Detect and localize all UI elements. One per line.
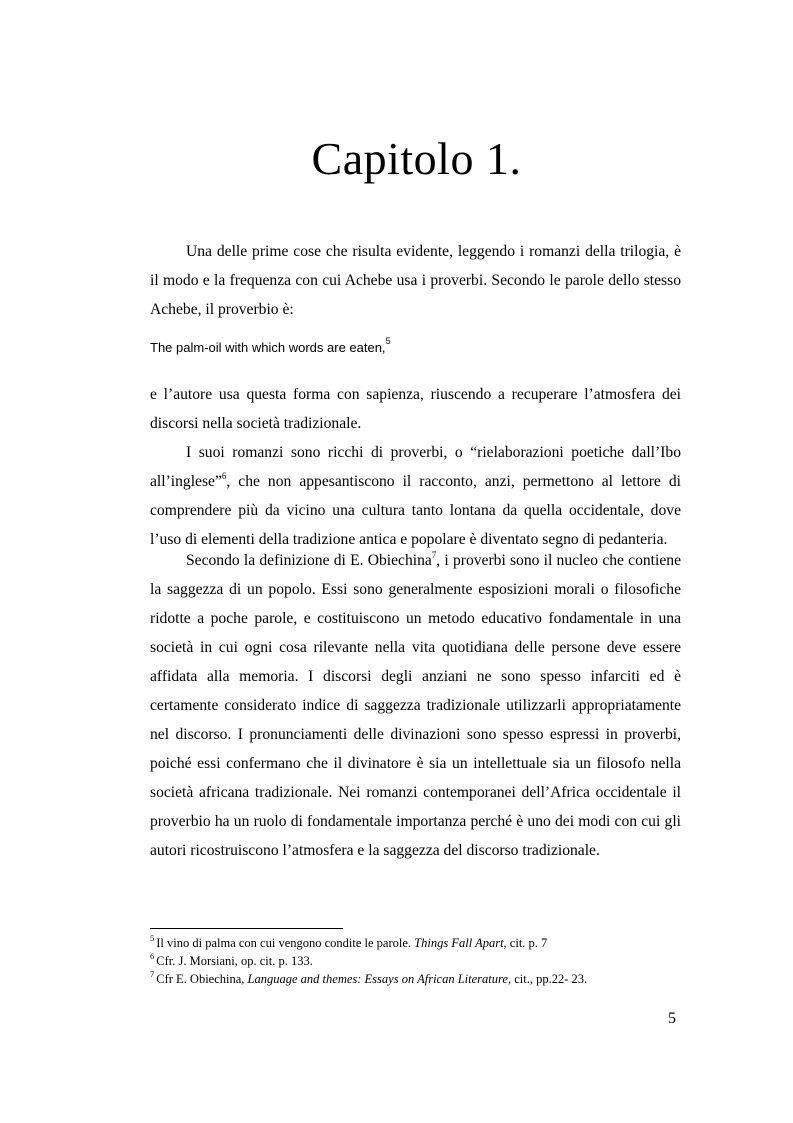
footnote-citation: , cit. p. 7 — [503, 936, 548, 950]
footnotes — [150, 934, 681, 988]
footnote-ref-7: 7 — [431, 550, 437, 560]
footnote-text: Cfr E. Obiechina, — [156, 972, 248, 986]
footnote-number: 5 — [150, 933, 155, 943]
paragraph-definition-before: Secondo la definizione di E. Obiechina — [186, 552, 432, 569]
footnote-book-title: Language and themes: Essays on African Literature — [247, 972, 508, 986]
footnote-7 — [150, 970, 681, 988]
footnote-number: 7 — [150, 969, 155, 979]
footnote-number: 6 — [150, 951, 155, 961]
proverb-quote — [150, 338, 391, 358]
paragraph-atmosphere: e l’autore usa questa forma con sapienza, riuscendo a recuperare l’atmosfera dei discorsi nella società tradizionale. — [150, 386, 681, 432]
footnote-book-title: Things Fall Apart — [414, 936, 504, 950]
footnote-ref-5: 5 — [385, 336, 391, 346]
footnote-separator — [150, 928, 343, 929]
footnote-6 — [150, 952, 681, 970]
paragraph-novels-after: , che non appesantiscono il racconto, anzi, permettono al lettore di comprendere più da vicino una cultura tanto lontana da quella occidentale, dove l’uso di elementi della tradizione antica e popolare è diventato segno di pedanteria. — [150, 473, 681, 548]
footnote-citation: , cit., pp.22- 23. — [507, 972, 588, 986]
quote-text: The palm-oil with which words are eaten, — [150, 340, 386, 355]
footnote-5 — [150, 934, 681, 952]
paragraph-definition-after: , i proverbi sono il nucleo che contiene la saggezza di un popolo. Essi sono generalmente esposizioni morali o filosofiche ridotte a poche parole, e costituiscono un metodo educativo fondamentale in una società in cui ogni cosa rilevante nella vita quotidiana delle persone deve essere affidata alla memoria. I discorsi degli anziani ne sono spesso infarciti ed è certamente considerato indice di saggezza tradizionale utilizzarli appropriatamente nel discorso. I pronunciamenti delle divinazioni sono spesso espressi in proverbi, poiché essi confermano che il divinatore è sia un intellettuale sia un filosofo nella società africana tradizionale. Nei romanzi contemporanei dell’Africa occidentale il proverbio ha un ruolo di fondamentale importanza perché è uno dei modi con cui gli autori ricostruiscono l’atmosfera e la saggezza del discorso tradizionale. — [150, 552, 681, 859]
paragraph-novels-before: I suoi romanzi sono ricchi di proverbi, o “rielaborazioni poetiche dall’Ibo all’inglese” — [150, 444, 681, 490]
page-number: 5 — [668, 1010, 676, 1027]
footnote-text: Il vino di palma con cui vengono condite le parole. — [156, 936, 415, 950]
footnote-text: Cfr. J. Morsiani, op. cit. p. 133. — [156, 954, 313, 968]
paragraph-definition — [150, 546, 681, 865]
chapter-title: Capitolo 1. — [311, 133, 522, 184]
paragraph-novels — [150, 438, 681, 554]
paragraph-intro: Una delle prime cose che risulta evidente, leggendo i romanzi della trilogia, è il modo e la frequenza con cui Achebe usa i proverbi. Secondo le parole dello stesso Achebe, il proverbio è: — [150, 243, 681, 318]
footnote-ref-6: 6 — [221, 471, 227, 481]
